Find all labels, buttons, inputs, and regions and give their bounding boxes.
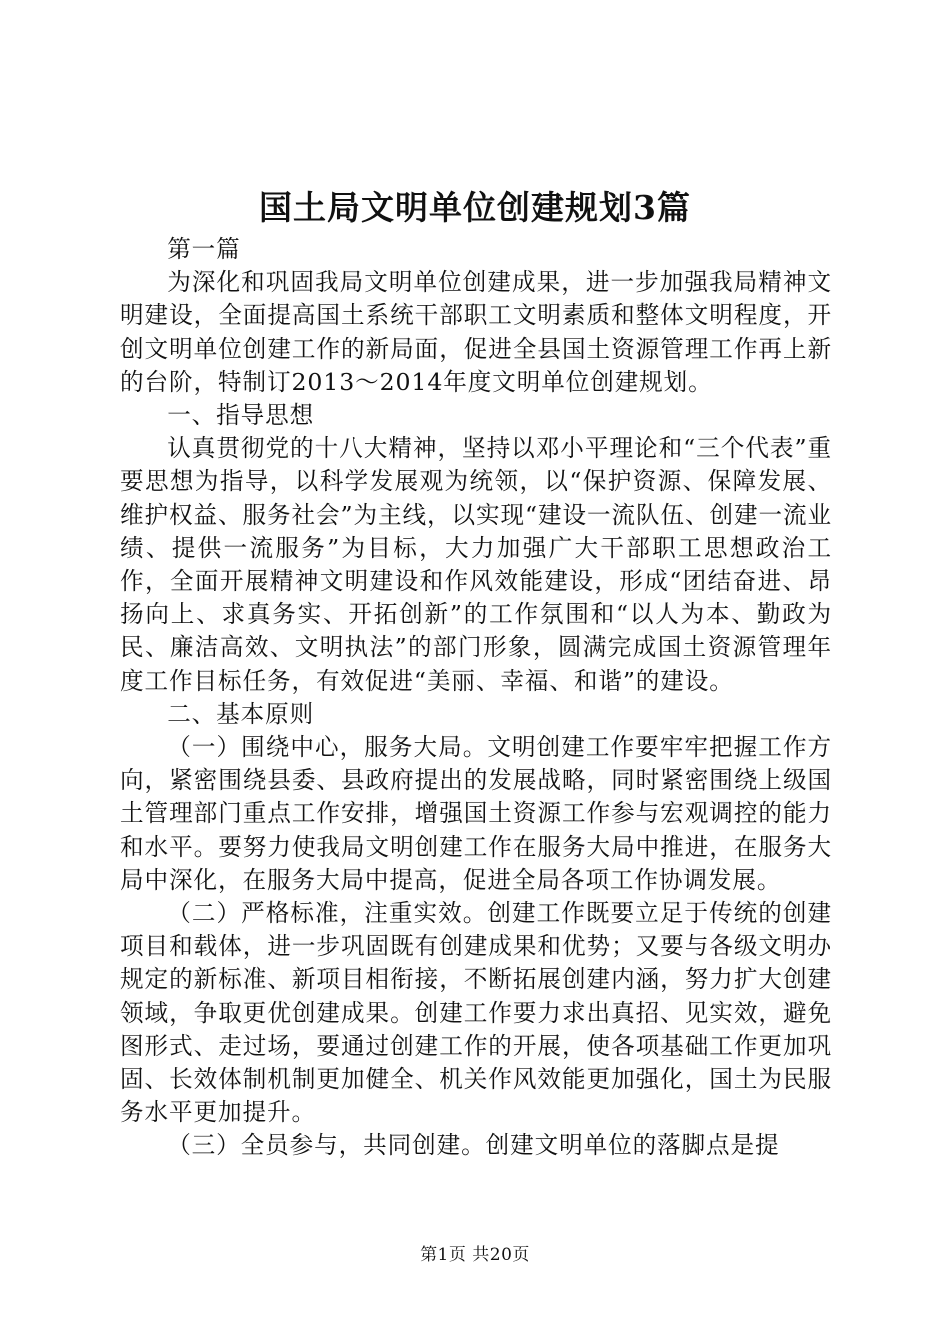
document-title: 国土局文明单位创建规划3篇 (259, 188, 691, 227)
principle-3-paragraph: （三）全员参与，共同创建。创建文明单位的落脚点是提 (167, 1131, 780, 1160)
intro-paragraph: 为深化和巩固我局文明单位创建成果，进一步加强我局精神文明建设，全面提高国土系统干部职工文明素质和整体文明程度，开创文明单位创建工作的新局面，促进全县国土资源管理工作再上新的台阶，特制订2013～2014年度文明单位创建规划。 (120, 268, 832, 396)
document-body (120, 233, 832, 1163)
section-label: 第一篇 (167, 235, 241, 263)
guiding-thought-paragraph: 认真贯彻党的十八大精神，坚持以邓小平理论和“三个代表”重要思想为指导，以科学发展观为统领，以“保护资源、保障发展、维护权益、服务社会”为主线，以实现“建设一流队伍、创建一流业绩、提供一流服务”为目标，大力加强广大干部职工思想政治工作，全面开展精神文明建设和作风效能建设，形成“团结奋进、昂扬向上、求真务实、开拓创新”的工作氛围和“以人为本、勤政为民、廉洁高效、文明执法”的部门形象，圆满完成国土资源管理年度工作目标任务，有效促进“美丽、幸福、和谐”的建设。 (120, 434, 832, 695)
principle-2-paragraph: （二）严格标准，注重实效。创建工作既要立足于传统的创建项目和载体，进一步巩固既有创建成果和优势；又要与各级文明办规定的新标准、新项目相衔接，不断拓展创建内涵，努力扩大创建领域，争取更优创建成果。创建工作要力求出真招、见实效，避免图形式、走过场，要通过创建工作的开展，使各项基础工作更加巩固、长效体制机制更加健全、机关作风效能更加强化，国土为民服务水平更加提升。 (120, 899, 832, 1127)
page-footer: 第1页 共20页 (420, 1245, 530, 1265)
heading-basic-principles: 二、基本原则 (167, 699, 315, 728)
principle-1-paragraph: （一）围绕中心，服务大局。文明创建工作要牢牢把握工作方向，紧密围绕县委、县政府提出的发展战略，同时紧密围绕上级国土管理部门重点工作安排，增强国土资源工作参与宏观调控的能力和水平。要努力使我局文明创建工作在服务大局中推进，在服务大局中深化，在服务大局中提高，促进全局各项工作协调发展。 (120, 733, 832, 894)
heading-guiding-thought: 一、指导思想 (167, 401, 315, 430)
